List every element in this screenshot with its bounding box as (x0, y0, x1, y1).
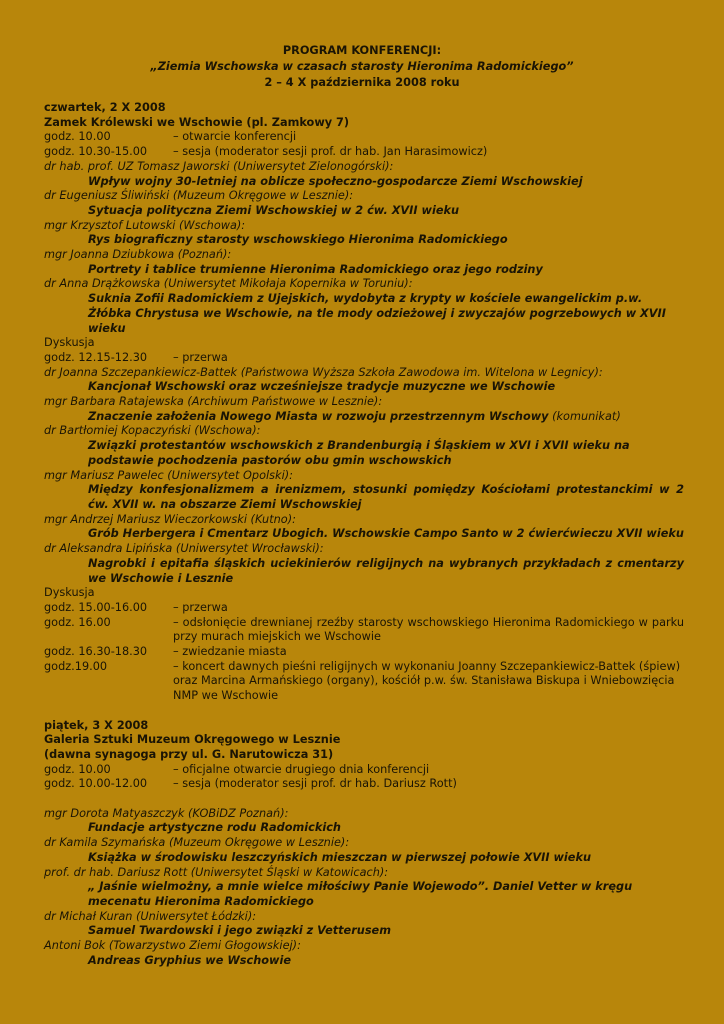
schedule-desc: – zwiedzanie miasta (173, 645, 287, 659)
schedule-time: godz. 15.00-16.00 (44, 600, 148, 614)
speaker: prof. dr hab. Dariusz Rott (Uniwersytet Śląski w Katowicach): (44, 865, 389, 879)
talk-title: Kancjonał Wschowski oraz wcześniejsze tradycje muzyczne we Wschowie (88, 380, 556, 394)
speaker: mgr Barbara Ratajewska (Archiwum Państwowe w Lesznie): (44, 395, 383, 409)
speaker: dr Aleksandra Lipińska (Uniwersytet Wrocławski): (44, 542, 324, 556)
schedule-time: godz.19.00 (44, 659, 108, 673)
talk-title: Między konfesjonalizmem a irenizmem, stosunki pomiędzy Kościołami protestanckimi w 2 ćw. XVII w. na obszarze Ziemi Wschowskiej (88, 483, 684, 511)
day1-date: czwartek, 2 X 2008 (44, 101, 166, 114)
schedule-time: godz. 10.00-12.00 (44, 777, 148, 791)
schedule-row (44, 145, 684, 160)
talk-note: (komunikat) (548, 409, 621, 423)
schedule-row (44, 777, 684, 792)
program-content (44, 101, 684, 968)
speaker: dr Joanna Szczepankiewicz-Battek (Państwowa Wyższa Szkoła Zawodowa im. Witelona w Legnicy): (44, 365, 603, 379)
speaker: dr Eugeniusz Śliwiński (Muzeum Okręgowe w Lesznie): (44, 189, 354, 203)
talk-title: Nagrobki i epitafia śląskich uciekinierów religijnych na wybranych przykładach z cmentarzy we Wschowie i Lesznie (88, 556, 684, 585)
speaker: dr Michał Kuran (Uniwersytet Łódzki): (44, 909, 257, 923)
speaker: mgr Dorota Matyaszczyk (KOBiDZ Poznań): (44, 806, 289, 820)
speaker: mgr Mariusz Pawelec (Uniwersytet Opolski): (44, 468, 293, 482)
talk-title: Portrety i tablice trumienne Hieronima Radomickiego oraz jego rodziny (88, 262, 543, 276)
schedule-row (44, 616, 684, 645)
talk-title: „ Jaśnie wielmożny, a mnie wielce miłościwy Panie Wojewodo”. Daniel Vetter w kręgu mecenatu Hieronima Radomickiego (88, 880, 633, 908)
talk-title: Grób Herbergera i Cmentarz Ubogich. Wschowskie Campo Santo w 2 ćwierćwieczu XVII wieku (88, 527, 684, 541)
schedule-row (44, 601, 684, 616)
day2-venue-note: (dawna synagoga przy ul. G. Narutowicza 31) (44, 747, 334, 761)
schedule-desc: – oficjalne otwarcie drugiego dnia konferencji (173, 762, 430, 776)
talk-title: Andreas Gryphius we Wschowie (88, 953, 291, 967)
schedule-row (44, 763, 684, 778)
talk-title: Związki protestantów wschowskich z Brandenburgią i Śląskiem w XVI i XVII wieku na podstawie pochodzenia pastorów obu gmin wschowskich (88, 439, 630, 467)
schedule-desc: – przerwa (173, 350, 228, 364)
schedule-desc: – otwarcie konferencji (173, 130, 297, 144)
schedule-row (44, 660, 684, 704)
talk-title: Fundacje artystyczne rodu Radomickich (88, 821, 341, 835)
schedule-desc: – koncert dawnych pieśni religijnych w wykonaniu Joanny Szczepankiewicz-Battek (śpiew) oraz Marcina Armańskiego (organy), kościół p.w. św. Stanisława Biskupa i Wniebowzięcia NMP we Wschowie (173, 659, 681, 703)
schedule-time: godz. 10.30-15.00 (44, 145, 148, 159)
talk-title-text: Znaczenie założenia Nowego Miasta w rozwoju przestrzennym Wschowy (88, 409, 549, 423)
schedule-row (44, 645, 684, 660)
discussion-label: Dyskusja (44, 336, 95, 350)
program-header (0, 43, 724, 91)
speaker: dr Anna Drążkowska (Uniwersytet Mikołaja Kopernika w Toruniu): (44, 277, 413, 291)
schedule-time: godz. 16.30-18.30 (44, 645, 148, 659)
talk-title: Suknia Zofii Radomickiem z Ujejskich, wydobyta z krypty w kościele ewangelickim p.w. Żłóbka Chrystusa we Wschowie, na tle mody odzieżowej i zwyczajów pogrzebowych w XVII wieku (88, 292, 666, 335)
day1-venue: Zamek Królewski we Wschowie (pl. Zamkowy 7) (44, 115, 350, 129)
conference-dates: 2 – 4 X października 2008 roku (264, 76, 460, 89)
speaker: mgr Joanna Dziubkowa (Poznań): (44, 248, 232, 262)
schedule-row (44, 130, 684, 145)
schedule-desc: – sesja (moderator sesji prof. dr hab. Jan Harasimowicz) (173, 145, 488, 159)
speaker: mgr Andrzej Mariusz Wieczorkowski (Kutno): (44, 512, 296, 526)
conference-subtitle: „Ziemia Wschowska w czasach starosty Hieronima Radomickiego” (150, 60, 574, 73)
speaker: Antoni Bok (Towarzystwo Ziemi Głogowskiej): (44, 939, 301, 953)
program-title: PROGRAM KONFERENCJI: (282, 44, 442, 57)
discussion-label: Dyskusja (44, 586, 95, 600)
speaker: dr hab. prof. UZ Tomasz Jaworski (Uniwersytet Zielonogórski): (44, 159, 394, 173)
talk-title: Sytuacja polityczna Ziemi Wschowskiej w 2 ćw. XVII wieku (88, 203, 460, 217)
talk-title: Samuel Twardowski i jego związki z Vetterusem (88, 924, 391, 938)
schedule-time: godz. 10.00 (44, 130, 111, 144)
talk-title: Książka w środowisku leszczyńskich mieszczan w pierwszej połowie XVII wieku (88, 850, 592, 864)
schedule-desc: – odsłonięcie drewnianej rzeźby starosty wschowskiego Hieronima Radomickiego w parku przy murach miejskich we Wschowie (173, 615, 684, 644)
talk-title (44, 410, 684, 425)
spacer (44, 704, 684, 719)
schedule-time: godz. 12.15-12.30 (44, 350, 148, 364)
day2-venue: Galeria Sztuki Muzeum Okręgowego w Lesznie (44, 733, 341, 747)
schedule-desc: – przerwa (173, 600, 228, 614)
spacer (44, 792, 684, 807)
schedule-desc: – sesja (moderator sesji prof. dr hab. Dariusz Rott) (173, 777, 457, 791)
talk-title: Wpływ wojny 30-letniej na oblicze społeczno-gospodarcze Ziemi Wschowskiej (88, 174, 583, 188)
schedule-time: godz. 16.00 (44, 615, 111, 629)
speaker: dr Bartłomiej Kopaczyński (Wschowa): (44, 424, 261, 438)
schedule-row (44, 351, 684, 366)
speaker: mgr Krzysztof Lutowski (Wschowa): (44, 218, 246, 232)
day2-date: piątek, 3 X 2008 (44, 718, 149, 732)
talk-title: Rys biograficzny starosty wschowskiego Hieronima Radomickiego (88, 233, 508, 247)
schedule-time: godz. 10.00 (44, 762, 111, 776)
speaker: dr Kamila Szymańska (Muzeum Okręgowe w Lesznie): (44, 836, 350, 850)
